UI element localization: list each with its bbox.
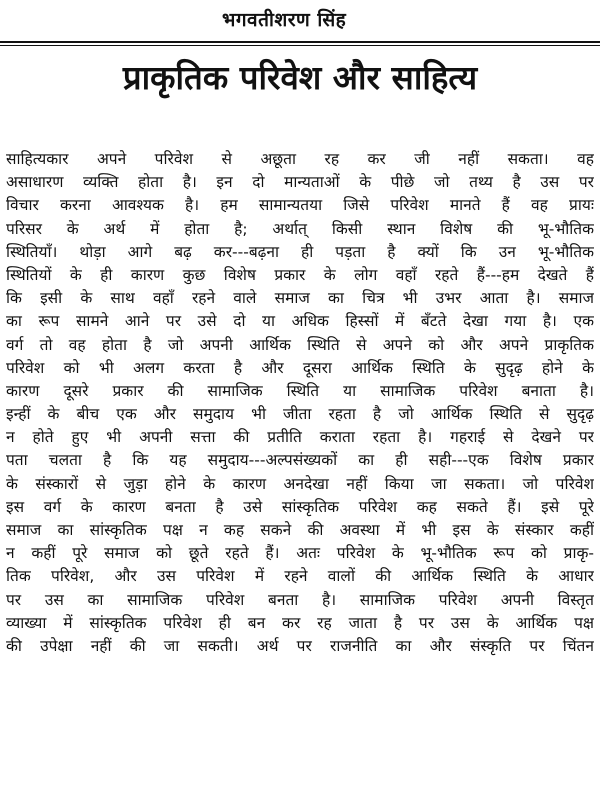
- header-rule-thick: [0, 41, 600, 43]
- text-line: परिसर के अर्थ में होता है; अर्थात् किसी स्थान विशेष की भू-भौतिक: [6, 219, 594, 238]
- body-paragraph: [6, 148, 594, 658]
- header-rule-thin: [0, 45, 600, 46]
- text-line: समाज का सांस्कृतिक पक्ष न कह सकने की अवस्था में भी इस के संस्कार कहीं: [6, 521, 594, 539]
- text-line: व्याख्या में सांस्कृतिक परिवेश ही बन कर रह जाता है पर उस के आर्थिक पक्ष: [6, 613, 594, 632]
- text-line: परिवेश को भी अलग करता है और दूसरा आर्थिक स्थिति के सुदृढ़ होने के: [6, 358, 594, 377]
- text-line: स्थितियों के ही कारण कुछ विशेष प्रकार के लोग वहाँ रहते हैं---हम देखते हैं: [6, 265, 594, 284]
- text-line: विचार करना आवश्यक है। हम सामान्यतया जिसे परिवेश मानते हैं वह प्रायः: [6, 196, 594, 215]
- running-head: भगवतीशरण सिंह: [222, 9, 347, 31]
- text-line: इस वर्ग के कारण बनता है उसे सांस्कृतिक परिवेश कह सकते हैं। इसे पूरे: [6, 497, 594, 516]
- text-line: कि इसी के साथ वहाँ रहने वाले समाज का चित्र भी उभर आता है। समाज: [6, 289, 594, 308]
- text-line: की उपेक्षा नहीं की जा सकती। अर्थ पर राजनीति का और संस्कृति पर चिंतन: [6, 636, 594, 655]
- chapter-title: प्राकृतिक परिवेश और साहित्य: [122, 58, 478, 97]
- text-line: न होते हुए भी अपनी सत्ता की प्रतीति कराता रहता है। गहराई से देखने पर: [6, 428, 594, 447]
- text-line: के संस्कारों से जुड़ा होने के कारण अनदेखा नहीं किया जा सकता। जो परिवेश: [6, 474, 594, 493]
- text-line: स्थितियाँ। थोड़ा आगे बढ़ कर---बढ़ना ही पड़ता है क्यों कि उन भू-भौतिक: [6, 242, 594, 261]
- text-line: न कहीं पूरे समाज को छूते रहते हैं। अतः परिवेश के भू-भौतिक रूप को प्राकृ-: [6, 544, 594, 563]
- text-line: कारण दूसरे प्रकार की सामाजिक स्थिति या सामाजिक परिवेश बनाता है।: [6, 381, 594, 400]
- text-line: तिक परिवेश, और उस परिवेश में रहने वालों की आर्थिक स्थिति के आधार: [6, 567, 594, 586]
- text-line: का रूप सामने आने पर उसे दो या अधिक हिस्सों में बँटते देखा गया है। एक: [6, 312, 594, 331]
- text-line: पता चलता है कि यह समुदाय---अल्पसंख्यकों का ही सही---एक विशेष प्रकार: [6, 451, 594, 470]
- text-line: इन्हीं के बीच एक और समुदाय भी जीता रहता है जो आर्थिक स्थिति से सुदृढ़: [6, 405, 594, 424]
- text-line: असाधारण व्यक्ति होता है। इन दो मान्यताओं के पीछे जो तथ्य है उस पर: [6, 173, 594, 192]
- text-line: वर्ग तो वह होता है जो अपनी आर्थिक स्थिति से अपने को और अपने प्राकृतिक: [6, 335, 594, 354]
- text-line: पर उस का सामाजिक परिवेश बनता है। सामाजिक परिवेश अपनी विस्तृत: [6, 590, 594, 609]
- text-line: साहित्यकार अपने परिवेश से अछूता रह कर जी नहीं सकता। वह: [6, 150, 594, 168]
